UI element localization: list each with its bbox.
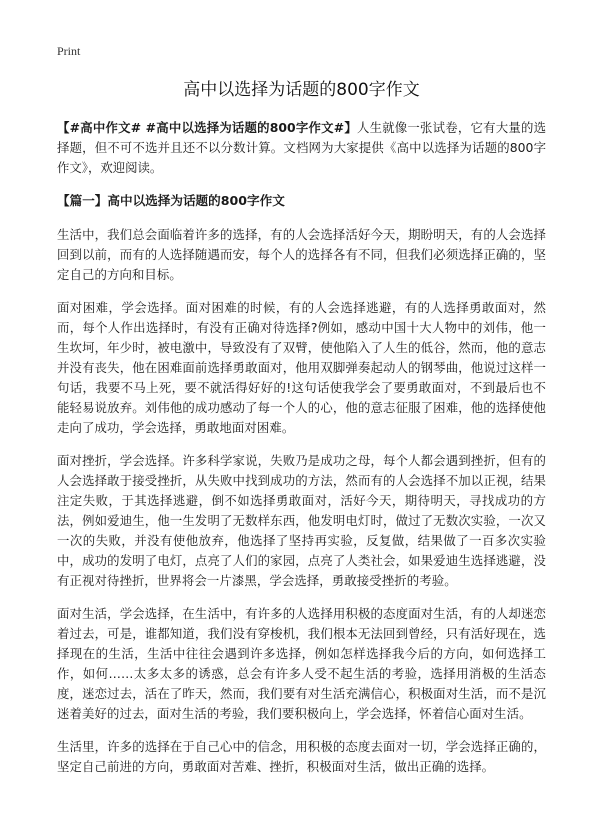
body-paragraph-2: 面对困难，学会选择。面对困难的时候，有的人会选择逃避，有的人选择勇敢面对，然而，每个人作出选择时，有没有正确对待选择?例如，感动中国十大人物中的刘伟，他一生坎坷，年少时，被电激中，导致没有了双臂，使他陷入了人生的低谷，然而，他的意志并没有丧失，他在困难面前选择勇敢面对，他用双脚弹奏起动人的钢琴曲，他说过这样一句话，我要不马上死，要不就活得好好的!这句话使我学会了要勇敢面对，不到最后也不能轻易说放弃。刘伟他的成功感动了每一个人的心，他的意志征服了困难，他的选择使他走向了成功，学会选择，勇敢地面对困难。 [57,300,546,435]
body-paragraph-4: 面对生活，学会选择，在生活中，有许多的人选择用积极的态度面对生活，有的人却迷恋着过去，可是，谁都知道，我们没有穿梭机，我们根本无法回到曾经，只有活好现在，选择现在的生活，生活中往往会遇到许多选择，例如怎样选择我今后的方向，如何选择工作，如何……太多太多的诱惑，总会有许多人受不起生活的考验，选择用消极的生活态度，迷恋过去，活在了昨天，然而，我们要有对生活充满信心，积极面对生活，而不是沉迷着美好的过去，面对生活的考验，我们要积极向上，学会选择，怀着信心面对生活。 [57,606,546,721]
section-heading: 【篇一】高中以选择为话题的800字作文 [57,193,285,208]
print-label: Print [57,44,81,58]
body-paragraph-5: 生活里，许多的选择在于自己心中的信念，用积极的态度去面对一切，学会选择正确的，坚定自己前进的方向，勇敢面对苦难、挫折，积极面对生活，做出正确的选择。 [57,739,546,774]
intro-paragraph [57,118,546,178]
intro-tags: 【#高中作文# #高中以选择为话题的800字作文#】 [57,120,357,135]
page-title: 高中以选择为话题的800字作文 [183,80,420,100]
body-paragraph-3: 面对挫折，学会选择。许多科学家说，失败乃是成功之母，每个人都会遇到挫折，但有的人会选择敢于接受挫折，从失败中找到成功的方法，然而有的人会选择不加以正视，结果注定失败，于其选择逃避，倒不如选择勇敢面对，活好今天，期待明天，寻找成功的方法，例如爱迪生，他一生发明了无数样东西，他发明电灯时，做过了无数次实验，一次又一次的失败，并没有使他放弃，他选择了坚持再实验，反复做，结果做了一百多次实验中，成功的发明了电灯，点亮了人们的家园，点亮了人类社会，如果爱迪生选择逃避，没有正视对待挫折，世界将会一片漆黑，学会选择，勇敢接受挫折的考验。 [57,453,546,588]
body-paragraph-1: 生活中，我们总会面临着许多的选择，有的人会选择活好今天，期盼明天，有的人会选择回到以前，而有的人选择随遇而安，每个人的选择各有不同，但我们必须选择正确的，坚定自己的方向和目标。 [57,227,546,282]
intro-text: 人生就像一张试卷，它有大量的选择题，但不可不选并且还不以分数计算。文档网为大家提供《高中以选择为话题的800字作文》，欢迎阅读。 [57,120,546,175]
